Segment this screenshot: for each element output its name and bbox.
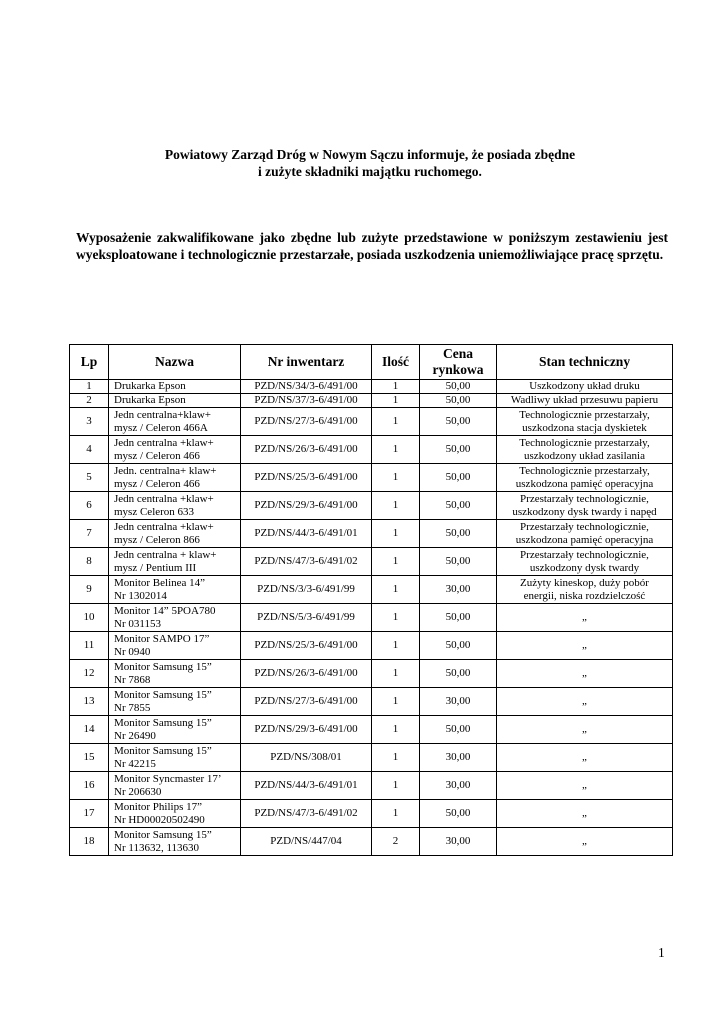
cell-lp-line-1: 8: [86, 555, 92, 567]
table-row: [70, 660, 673, 688]
cell-state: [497, 828, 673, 856]
cell-state-line-1: Technologicznie przestarzały,: [519, 464, 650, 477]
cell-nr-line-1: PZD/NS/3/3-6/491/99: [257, 583, 355, 595]
cell-state-line-1: „: [582, 835, 587, 847]
cell-qty-line-1: 1: [392, 723, 399, 735]
cell-name: [109, 688, 241, 716]
cell-lp: [70, 464, 109, 492]
cell-state: [497, 520, 673, 548]
cell-qty: [372, 380, 420, 394]
cell-name-line-1: Monitor Samsung 15”: [114, 660, 212, 673]
cell-qty-line-1: 1: [392, 751, 399, 763]
cell-name-line-1: Drukarka Epson: [114, 380, 186, 392]
cell-nr-line-1: PZD/NS/26/3-6/491/00: [254, 443, 358, 455]
table-row: [70, 772, 673, 800]
cell-lp-line-1: 7: [86, 527, 92, 539]
cell-nr-line-1: PZD/NS/34/3-6/491/00: [254, 380, 358, 392]
cell-state: [497, 464, 673, 492]
header-cena: [420, 345, 497, 380]
cell-lp: [70, 660, 109, 688]
table-row: [70, 716, 673, 744]
cell-nr: [241, 436, 372, 464]
table-row: [70, 520, 673, 548]
cell-name-line-2: mysz / Celeron 466A: [114, 421, 208, 434]
cell-name-line-1: Monitor Samsung 15”: [114, 744, 212, 757]
cell-name-line-1: Jedn centralna +klaw+: [114, 436, 214, 449]
cell-name-line-2: Nr 1302014: [114, 589, 167, 602]
cell-price: [420, 660, 497, 688]
cell-price: [420, 380, 497, 394]
cell-state: [497, 604, 673, 632]
cell-price-line-1: 50,00: [445, 723, 471, 735]
cell-qty: [372, 800, 420, 828]
cell-name: [109, 394, 241, 408]
cell-qty-line-1: 1: [392, 611, 399, 623]
table-row: [70, 576, 673, 604]
cell-lp-line-1: 6: [86, 499, 92, 511]
table-row: [70, 548, 673, 576]
cell-price-line-1: 50,00: [445, 415, 471, 427]
cell-lp: [70, 800, 109, 828]
cell-state: [497, 380, 673, 394]
cell-price: [420, 688, 497, 716]
cell-name: [109, 604, 241, 632]
cell-lp-line-1: 13: [83, 695, 95, 707]
document-heading: [70, 146, 670, 180]
cell-price: [420, 772, 497, 800]
cell-qty-line-1: 1: [392, 779, 399, 791]
cell-state-line-1: Przestarzały technologicznie,: [520, 492, 649, 505]
cell-nr-line-1: PZD/NS/25/3-6/491/00: [254, 639, 358, 651]
cell-name-line-1: Monitor Belinea 14”: [114, 576, 206, 589]
cell-state-line-2: uszkodzona pamięć operacyjna: [515, 477, 654, 490]
cell-name-line-2: mysz / Celeron 466: [114, 449, 200, 462]
cell-name-line-1: Monitor Philips 17”: [114, 800, 203, 813]
cell-price-line-1: 50,00: [445, 527, 471, 539]
cell-name: [109, 576, 241, 604]
cell-nr: [241, 800, 372, 828]
cell-nr: [241, 660, 372, 688]
cell-price-line-1: 50,00: [445, 611, 471, 623]
cell-qty: [372, 436, 420, 464]
table-row: [70, 408, 673, 436]
cell-price-line-1: 30,00: [445, 583, 471, 595]
cell-qty-line-1: 1: [392, 555, 399, 567]
cell-nr: [241, 772, 372, 800]
cell-qty-line-1: 1: [392, 394, 399, 406]
cell-nr-line-1: PZD/NS/29/3-6/491/00: [254, 723, 358, 735]
heading-line-1: Powiatowy Zarząd Dróg w Nowym Sączu informuje, że posiada zbędne: [164, 147, 576, 162]
cell-state: [497, 492, 673, 520]
cell-price-line-1: 30,00: [445, 835, 471, 847]
table-row: [70, 744, 673, 772]
cell-qty-line-1: 1: [392, 471, 399, 483]
header-stan: Stan techniczny: [497, 345, 673, 380]
cell-lp: [70, 380, 109, 394]
cell-qty: [372, 492, 420, 520]
cell-nr-line-1: PZD/NS/27/3-6/491/00: [254, 695, 358, 707]
header-nazwa: Nazwa: [109, 345, 241, 380]
cell-state-line-2: uszkodzona stacja dyskietek: [522, 421, 647, 434]
cell-lp-line-1: 5: [86, 471, 92, 483]
cell-name-line-2: mysz / Pentium III: [114, 561, 197, 574]
cell-state: [497, 744, 673, 772]
cell-name-line-1: Jedn centralna +klaw+: [114, 520, 214, 533]
cell-name-line-2: mysz Celeron 633: [114, 505, 195, 518]
cell-name-line-1: Monitor SAMPO 17”: [114, 632, 210, 645]
cell-name: [109, 408, 241, 436]
cell-price-line-1: 50,00: [445, 555, 471, 567]
cell-state-line-1: Uszkodzony układ druku: [529, 380, 640, 392]
cell-name: [109, 464, 241, 492]
cell-price-line-1: 30,00: [445, 751, 471, 763]
cell-price: [420, 632, 497, 660]
cell-nr-line-1: PZD/NS/37/3-6/491/00: [254, 394, 358, 406]
cell-state-line-1: „: [582, 639, 587, 651]
cell-state-line-1: „: [582, 779, 587, 791]
table-header-row: [70, 345, 673, 380]
cell-qty-line-1: 2: [392, 835, 399, 847]
header-lp: Lp: [70, 345, 109, 380]
table-row: [70, 800, 673, 828]
cell-nr: [241, 632, 372, 660]
cell-nr: [241, 394, 372, 408]
cell-state-line-1: „: [582, 695, 587, 707]
cell-name-line-1: Jedn centralna + klaw+: [114, 548, 217, 561]
cell-nr-line-1: PZD/NS/5/3-6/491/99: [257, 611, 355, 623]
cell-name-line-1: Monitor 14” 5POA780: [114, 604, 216, 617]
cell-nr: [241, 464, 372, 492]
cell-name-line-1: Monitor Samsung 15”: [114, 688, 212, 701]
cell-name: [109, 632, 241, 660]
heading-line-2: i zużyte składniki majątku ruchomego.: [258, 164, 482, 179]
cell-state: [497, 800, 673, 828]
cell-price: [420, 492, 497, 520]
cell-name-line-1: Monitor Samsung 15”: [114, 716, 212, 729]
cell-qty: [372, 660, 420, 688]
cell-price: [420, 548, 497, 576]
cell-lp: [70, 744, 109, 772]
header-cena-line-2: rynkowa: [432, 362, 484, 377]
cell-name-line-2: Nr 113632, 113630: [114, 841, 200, 854]
cell-price-line-1: 50,00: [445, 807, 471, 819]
cell-nr: [241, 604, 372, 632]
cell-lp: [70, 520, 109, 548]
cell-qty-line-1: 1: [392, 695, 399, 707]
cell-price-line-1: 50,00: [445, 471, 471, 483]
cell-state-line-2: uszkodzona pamięć operacyjna: [515, 533, 654, 546]
cell-name-line-2: Nr HD00020502490: [114, 813, 205, 826]
cell-qty: [372, 688, 420, 716]
table-row: [70, 632, 673, 660]
cell-price: [420, 744, 497, 772]
cell-price-line-1: 50,00: [445, 667, 471, 679]
cell-lp: [70, 828, 109, 856]
cell-lp: [70, 394, 109, 408]
cell-state-line-1: Technologicznie przestarzały,: [519, 436, 650, 449]
cell-state: [497, 772, 673, 800]
cell-qty: [372, 744, 420, 772]
cell-state-line-2: uszkodzony dysk twardy: [529, 561, 640, 574]
cell-lp-line-1: 9: [86, 583, 92, 595]
cell-nr-line-1: PZD/NS/26/3-6/491/00: [254, 667, 358, 679]
cell-name-line-2: Nr 26490: [114, 729, 156, 742]
cell-qty-line-1: 1: [392, 499, 399, 511]
cell-lp: [70, 716, 109, 744]
cell-state-line-1: „: [582, 611, 587, 623]
cell-nr-line-1: PZD/NS/308/01: [270, 751, 342, 763]
cell-price: [420, 800, 497, 828]
cell-name-line-2: Nr 7855: [114, 701, 151, 714]
cell-lp-line-1: 11: [83, 639, 95, 651]
cell-nr: [241, 492, 372, 520]
cell-state-line-1: Przestarzały technologicznie,: [520, 520, 649, 533]
table-row: [70, 828, 673, 856]
cell-lp-line-1: 2: [86, 394, 92, 406]
cell-qty: [372, 520, 420, 548]
cell-state-line-1: Wadliwy układ przesuwu papieru: [510, 394, 659, 406]
cell-name-line-2: Nr 42215: [114, 757, 156, 770]
cell-nr-line-1: PZD/NS/447/04: [270, 835, 342, 847]
cell-state: [497, 436, 673, 464]
page-number: 1: [658, 945, 665, 960]
cell-price-line-1: 50,00: [445, 499, 471, 511]
cell-qty: [372, 394, 420, 408]
cell-lp: [70, 772, 109, 800]
cell-nr-line-1: PZD/NS/25/3-6/491/00: [254, 471, 358, 483]
cell-lp-line-1: 16: [83, 779, 95, 791]
cell-lp: [70, 632, 109, 660]
cell-name-line-2: Nr 0940: [114, 645, 151, 658]
header-nr-inwentarz: Nr inwentarz: [241, 345, 372, 380]
intro-paragraph: Wyposażenie zakwalifikowane jako zbędne lub zużyte przedstawione w poniższym zestawieniu jest wyeksploatowane i technologicznie przestarzałe, posiada uszkodzenia uniemożliwiające pracę sprzętu.: [76, 230, 668, 262]
table-row: [70, 604, 673, 632]
cell-lp: [70, 688, 109, 716]
cell-state: [497, 394, 673, 408]
cell-name: [109, 380, 241, 394]
cell-qty-line-1: 1: [392, 443, 399, 455]
cell-state: [497, 408, 673, 436]
cell-state: [497, 660, 673, 688]
cell-state: [497, 688, 673, 716]
table-row: [70, 464, 673, 492]
cell-state-line-2: uszkodzony układ zasilania: [524, 449, 645, 462]
cell-qty: [372, 576, 420, 604]
cell-name: [109, 548, 241, 576]
cell-qty-line-1: 1: [392, 807, 399, 819]
cell-state-line-1: „: [582, 751, 587, 763]
cell-state-line-1: „: [582, 667, 587, 679]
cell-price: [420, 828, 497, 856]
table-row: [70, 492, 673, 520]
cell-price: [420, 520, 497, 548]
cell-nr: [241, 828, 372, 856]
cell-state-line-1: „: [582, 723, 587, 735]
cell-name: [109, 716, 241, 744]
cell-name: [109, 660, 241, 688]
cell-qty: [372, 408, 420, 436]
cell-lp-line-1: 10: [83, 611, 95, 623]
cell-state-line-2: energii, niska rozdzielczość: [523, 589, 646, 602]
cell-name: [109, 436, 241, 464]
cell-nr: [241, 744, 372, 772]
cell-price-line-1: 50,00: [445, 380, 471, 392]
cell-nr-line-1: PZD/NS/27/3-6/491/00: [254, 415, 358, 427]
cell-name-line-1: Monitor Samsung 15”: [114, 828, 212, 841]
cell-lp-line-1: 14: [83, 723, 95, 735]
cell-nr: [241, 576, 372, 604]
cell-lp-line-1: 18: [83, 835, 95, 847]
cell-state: [497, 548, 673, 576]
cell-lp: [70, 604, 109, 632]
cell-qty-line-1: 1: [392, 527, 399, 539]
cell-state: [497, 716, 673, 744]
cell-state-line-1: „: [582, 807, 587, 819]
cell-price: [420, 464, 497, 492]
cell-qty-line-1: 1: [392, 639, 399, 651]
cell-price-line-1: 30,00: [445, 779, 471, 791]
header-ilosc: Ilość: [372, 345, 420, 380]
cell-name: [109, 520, 241, 548]
cell-price: [420, 436, 497, 464]
cell-lp-line-1: 3: [86, 415, 92, 427]
cell-name: [109, 744, 241, 772]
cell-nr: [241, 688, 372, 716]
cell-state: [497, 632, 673, 660]
cell-name: [109, 492, 241, 520]
cell-lp-line-1: 1: [86, 380, 92, 392]
cell-name-line-1: Jedn centralna+klaw+: [114, 408, 212, 421]
cell-lp: [70, 576, 109, 604]
table-row: [70, 380, 673, 394]
cell-nr-line-1: PZD/NS/47/3-6/491/02: [254, 555, 358, 567]
cell-lp: [70, 492, 109, 520]
cell-qty: [372, 828, 420, 856]
cell-nr-line-1: PZD/NS/44/3-6/491/01: [254, 527, 358, 539]
cell-name-line-1: Monitor Syncmaster 17’: [114, 772, 222, 785]
cell-qty-line-1: 1: [392, 380, 399, 392]
cell-nr: [241, 548, 372, 576]
cell-nr: [241, 380, 372, 394]
cell-name: [109, 772, 241, 800]
cell-lp: [70, 548, 109, 576]
cell-price-line-1: 50,00: [445, 394, 471, 406]
cell-price: [420, 408, 497, 436]
cell-qty-line-1: 1: [392, 667, 399, 679]
cell-name-line-2: Nr 7868: [114, 673, 151, 686]
inventory-table: [69, 344, 673, 856]
cell-name: [109, 800, 241, 828]
cell-lp-line-1: 15: [83, 751, 95, 763]
table-row: [70, 436, 673, 464]
cell-name-line-2: Nr 031153: [114, 617, 161, 630]
cell-state-line-1: Zużyty kineskop, duży pobór: [520, 576, 649, 589]
cell-name-line-1: Drukarka Epson: [114, 394, 186, 406]
cell-qty-line-1: 1: [392, 415, 399, 427]
cell-price: [420, 576, 497, 604]
cell-state-line-1: Technologicznie przestarzały,: [519, 408, 650, 421]
cell-price: [420, 604, 497, 632]
cell-state-line-1: Przestarzały technologicznie,: [520, 548, 649, 561]
cell-name-line-2: Nr 206630: [114, 785, 162, 798]
cell-price: [420, 716, 497, 744]
cell-price-line-1: 50,00: [445, 443, 471, 455]
cell-price-line-1: 50,00: [445, 639, 471, 651]
cell-nr: [241, 716, 372, 744]
cell-lp-line-1: 4: [86, 443, 92, 455]
cell-qty: [372, 464, 420, 492]
cell-lp: [70, 408, 109, 436]
cell-name-line-2: mysz / Celeron 466: [114, 477, 200, 490]
cell-nr-line-1: PZD/NS/29/3-6/491/00: [254, 499, 358, 511]
cell-nr-line-1: PZD/NS/44/3-6/491/01: [254, 779, 358, 791]
cell-lp-line-1: 17: [83, 807, 95, 819]
cell-name-line-1: Jedn centralna +klaw+: [114, 492, 214, 505]
cell-nr: [241, 408, 372, 436]
cell-lp: [70, 436, 109, 464]
cell-qty-line-1: 1: [392, 583, 399, 595]
cell-qty: [372, 716, 420, 744]
cell-name-line-2: mysz / Celeron 866: [114, 533, 200, 546]
cell-qty: [372, 548, 420, 576]
cell-nr: [241, 520, 372, 548]
cell-qty: [372, 772, 420, 800]
cell-nr-line-1: PZD/NS/47/3-6/491/02: [254, 807, 358, 819]
header-cena-line-1: Cena: [443, 346, 473, 361]
cell-lp-line-1: 12: [83, 667, 95, 679]
cell-name-line-1: Jedn. centralna+ klaw+: [114, 464, 217, 477]
cell-price-line-1: 30,00: [445, 695, 471, 707]
table-row: [70, 394, 673, 408]
cell-state-line-2: uszkodzony dysk twardy i napęd: [512, 505, 657, 518]
cell-price: [420, 394, 497, 408]
table-row: [70, 688, 673, 716]
cell-state: [497, 576, 673, 604]
cell-name: [109, 828, 241, 856]
cell-qty: [372, 604, 420, 632]
cell-qty: [372, 632, 420, 660]
